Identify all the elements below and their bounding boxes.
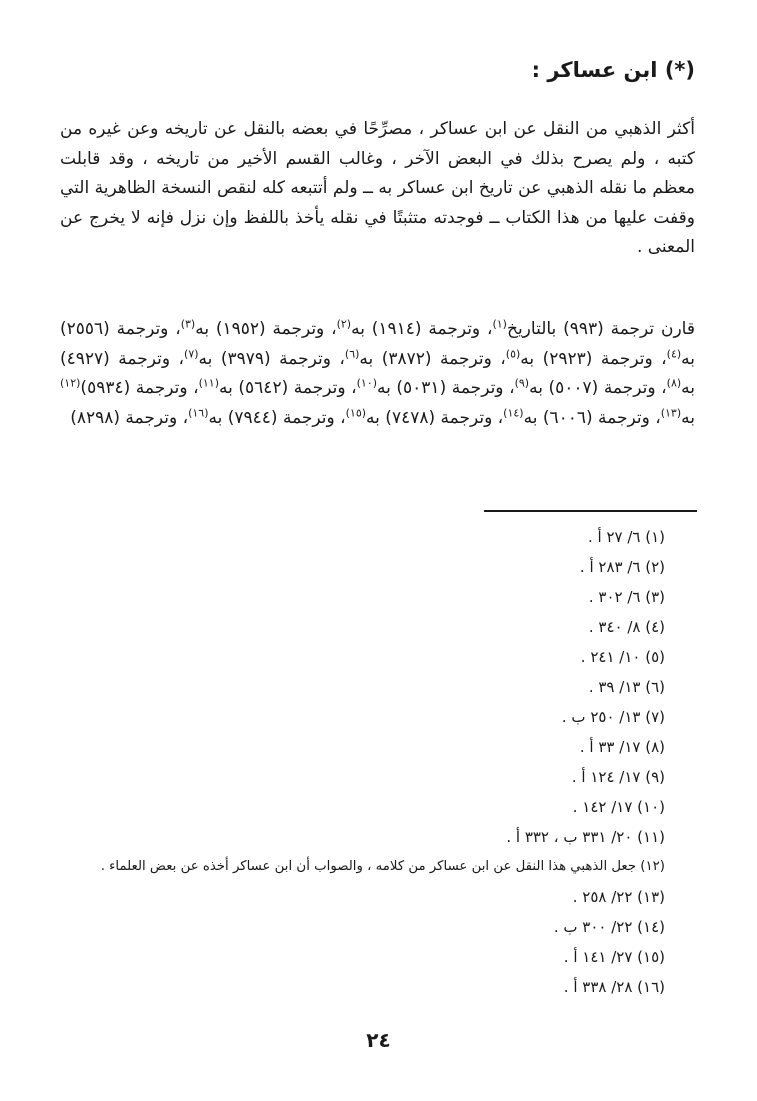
footnote-ref: (١٦): [188, 405, 209, 419]
comparison-item: ، وترجمة (٤٩٢٧) به: [60, 348, 696, 398]
footnote-ref: (١٠): [356, 376, 377, 390]
comparison-item: ، وترجمة (٣٩٧٩) به: [198, 348, 345, 369]
footnotes-list: [101, 522, 665, 1002]
footnote-item: (١٥) ٢٧/ ١٤١ أ .: [563, 948, 665, 966]
page-number: ٢٤: [366, 1028, 391, 1052]
footnote-ref: (٧): [184, 346, 199, 360]
footnote-item: (١٠) ١٧/ ١٤٢ .: [572, 798, 665, 816]
footnote-ref: (٤): [666, 346, 682, 360]
comparison-item: ، وترجمة (٢٥٥٦) به: [60, 319, 696, 369]
footnote-ref: (١): [492, 317, 507, 331]
footnote-ref: (٨): [666, 376, 682, 390]
comparison-item: ، وترجمة (٧٩٤٤) به: [208, 407, 346, 428]
footnote-item: (١٢) جعل الذهبي هذا النقل عن ابن عساكر من كلامه ، والصواب أن ابن عساكر أخذه عن بعض العلماء .: [100, 859, 665, 874]
comparison-item: ، وترجمة (٨٢٩٨): [70, 407, 189, 428]
footnote-item: (٧) ١٣/ ٢٥٠ ب .: [561, 708, 665, 726]
footnote-item: (١٤) ٢٢/ ٣٠٠ ب .: [553, 918, 665, 936]
footnote-item: (٥) ١٠/ ٢٤١ .: [580, 648, 665, 666]
footnote-ref: (١٥): [345, 405, 367, 419]
footnote-ref: (١٢): [60, 376, 81, 390]
footnote-item: (٨) ١٧/ ٣٣ أ .: [579, 738, 665, 756]
footnote-ref: (١٣): [660, 405, 682, 419]
section-heading: (*) ابن عساكر :: [531, 58, 695, 82]
comparison-item: ، وترجمة (١٩١٤) به: [351, 319, 493, 339]
comparison-item: ، وترجمة (٥٩٣٤): [80, 378, 199, 398]
footnote-separator: [484, 510, 697, 512]
footnote-ref: (٦): [344, 346, 360, 360]
comparison-item: ، وترجمة (٧٤٧٨) به: [366, 407, 504, 428]
comparison-item: ، وترجمة (١٩٥٢) به: [195, 319, 337, 339]
footnote-item: (١٦) ٢٨/ ٣٣٨ أ .: [563, 978, 665, 996]
comparison-item: ، وترجمة (٥٠٣١) به: [377, 378, 515, 398]
comparison-item: ، وترجمة (٢٩٢٣) به: [520, 348, 667, 369]
footnote-ref: (١٤): [503, 405, 524, 419]
footnote-ref: (٩): [514, 376, 530, 390]
comparison-item: ، وترجمة (٥٠٠٧) به: [529, 378, 667, 398]
footnote-item: (٢) ٦/ ٢٨٣ أ .: [579, 558, 665, 576]
body-paragraph-2: [60, 315, 695, 433]
footnote-ref: (١١): [198, 376, 220, 390]
comparison-item: ، وترجمة (٣٨٧٢) به: [359, 348, 506, 369]
comparison-item: ، وترجمة (٦٠٠٦) به: [523, 407, 661, 428]
footnote-ref: (٥): [505, 346, 521, 360]
comparison-item: ، وترجمة (٥٦٤٢) به: [219, 378, 357, 398]
footnote-item: (١١) ٢٠/ ٣٣١ ب ، ٣٣٢ أ .: [506, 828, 665, 846]
footnote-item: (١) ٦/ ٢٧ أ .: [587, 528, 665, 546]
footnote-item: (٣) ٦/ ٣٠٢ .: [588, 588, 665, 606]
footnote-item: (٦) ١٣/ ٣٩ .: [588, 678, 665, 696]
footnote-ref: (٢): [336, 317, 352, 331]
footnote-item: (٩) ١٧/ ١٢٤ أ .: [571, 768, 665, 786]
comparison-intro: قارن ترجمة (٩٩٣) بالتاريخ: [506, 319, 695, 339]
footnote-item: (١٣) ٢٢/ ٢٥٨ .: [572, 888, 665, 906]
footnote-ref: (٣): [180, 317, 196, 331]
comparison-item: به: [681, 407, 695, 428]
body-paragraph-1: أكثر الذهبي من النقل عن ابن عساكر ، مصرِّحًا في بعضه بالنقل عن تاريخه وعن غيره من كتبه ، ولم يصرح بذلك في البعض الآخر ، وغالب القسم الأخير من تاريخه ، وقد قابلت معظم ما نقله الذهبي عن تاريخ ابن عساكر به ــ ولم أتتبعه كله لنقص النسخة الظاهرية التي وقفت عليها من هذا الكتاب ــ فوجدته متثبتًا في نقله يأخذ باللفظ وإن نزل فإنه لا يخرج عن المعنى .: [60, 119, 695, 257]
footnote-item: (٤) ٨/ ٣٤٠ .: [588, 618, 665, 636]
